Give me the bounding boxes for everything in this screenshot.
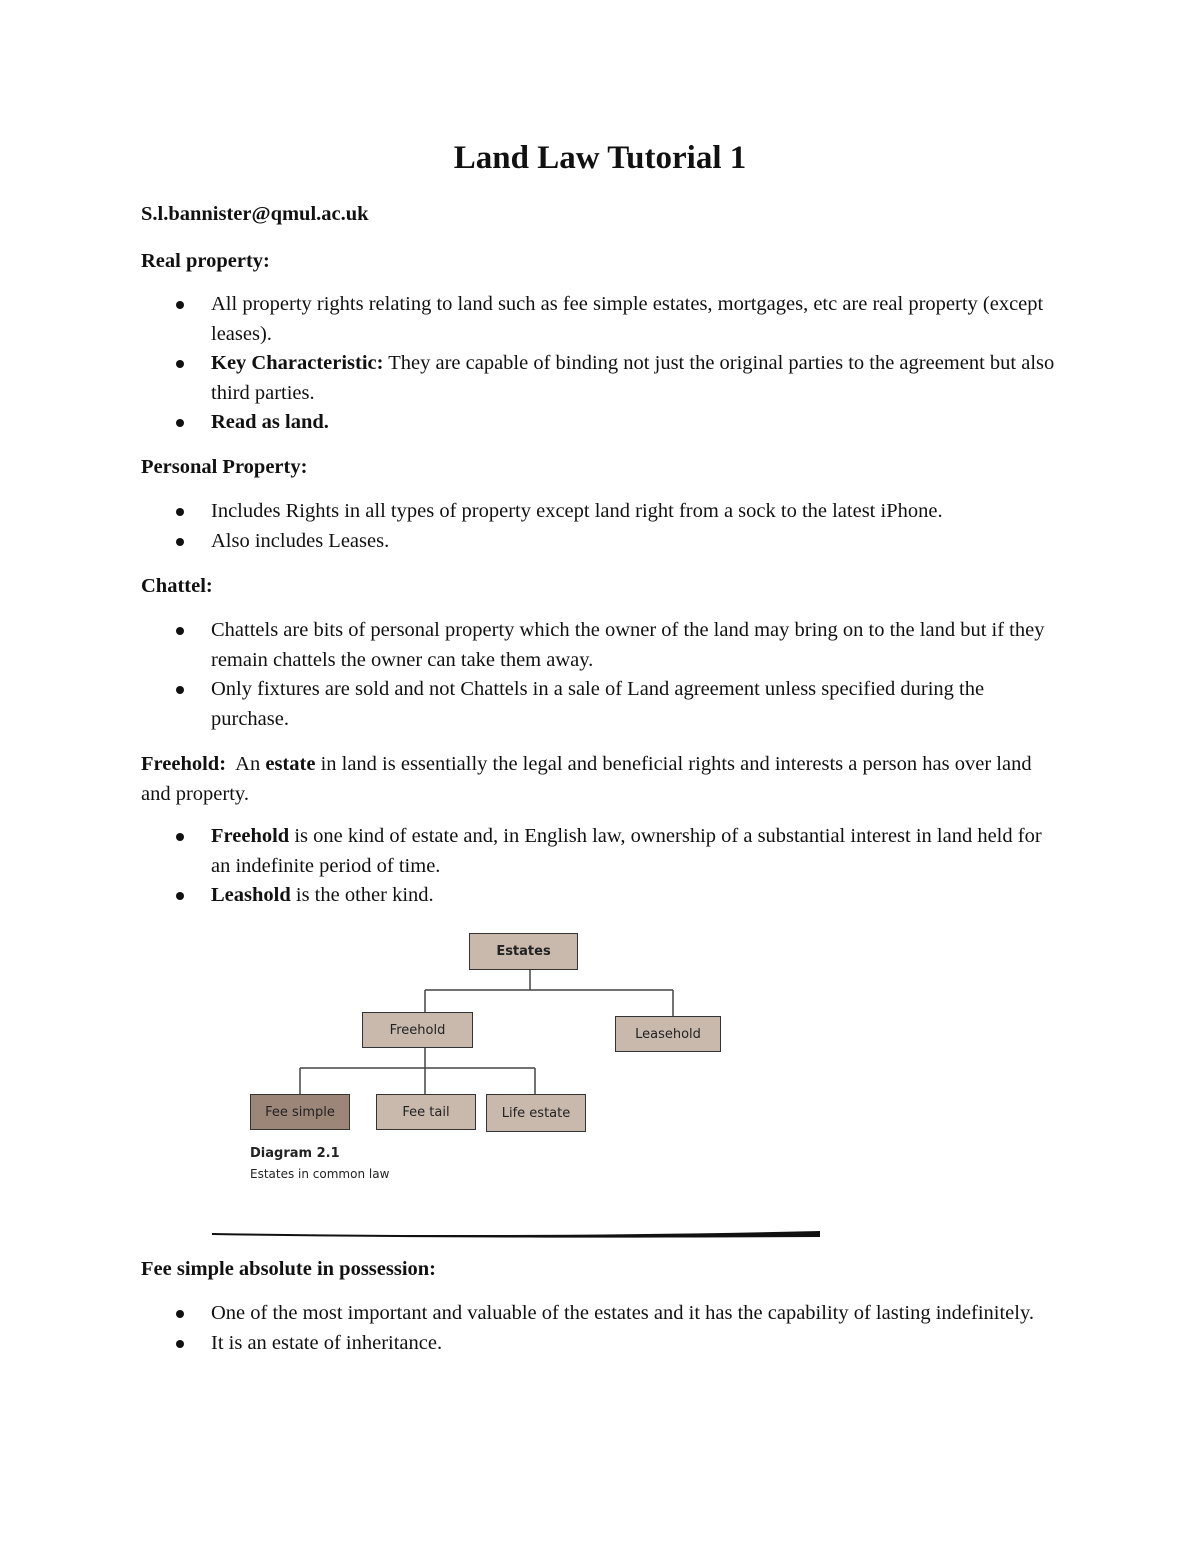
personal-property-heading: Personal Property:: [141, 456, 308, 478]
freehold-list: [176, 822, 1056, 911]
list-item-lead: Freehold: [211, 825, 290, 847]
list-item: [176, 290, 1056, 349]
real-property-list: [176, 290, 1056, 438]
list-item-text: They are capable of binding not just the original parties to the agreement but also third parties.: [211, 352, 1055, 404]
bullet-icon: [176, 360, 184, 368]
bullet-icon: [176, 301, 184, 309]
list-item: [176, 408, 1056, 438]
page-title: Land Law Tutorial 1: [453, 140, 747, 176]
diagram-caption-subtitle: Estates in common law: [250, 1167, 390, 1181]
list-item-text: All property rights relating to land such as fee simple estates, mortgages, etc are real property (except leases).: [211, 293, 1044, 345]
list-item-text: Only fixtures are sold and not Chattels in a sale of Land agreement unless specified during the purchase.: [211, 678, 985, 730]
list-item: [176, 675, 1056, 734]
freehold-intro-bold: estate: [265, 753, 316, 775]
real-property-heading: Real property:: [141, 250, 270, 272]
list-item-text: is one kind of estate and, in English law, ownership of a substantial interest in land held for an indefinite period of time.: [211, 825, 1042, 877]
diagram-caption-title: Diagram 2.1: [250, 1146, 340, 1161]
diagram-node-fee-tail: Fee tail: [376, 1094, 476, 1130]
list-item: [176, 497, 1056, 527]
list-item-text: One of the most important and valuable of the estates and it has the capability of lasting indefinitely.: [211, 1302, 1035, 1324]
bullet-icon: [176, 1310, 184, 1318]
diagram-node-estates: Estates: [469, 933, 578, 970]
freehold-paragraph: [141, 749, 1061, 809]
diagram-node-leasehold: Leasehold: [615, 1016, 721, 1052]
personal-property-list: [176, 497, 1056, 556]
bullet-icon: [176, 627, 184, 635]
list-item: [176, 1299, 1056, 1329]
diagram-node-fee-simple: Fee simple: [250, 1094, 350, 1130]
bullet-icon: [176, 538, 184, 546]
list-item: [176, 349, 1056, 408]
list-item-text: is the other kind.: [290, 884, 434, 906]
bullet-icon: [176, 419, 184, 427]
list-item-text: It is an estate of inheritance.: [211, 1331, 443, 1354]
bullet-icon: [176, 833, 184, 841]
freehold-intro-b: in land is essentially the legal and beneficial rights and interests a person has over land and property.: [141, 753, 1032, 805]
bullet-icon: [176, 1340, 184, 1348]
bullet-icon: [176, 686, 184, 694]
diagram-node-freehold: Freehold: [362, 1012, 473, 1048]
list-item-lead: Leashold: [211, 884, 291, 906]
list-item: [176, 616, 1056, 675]
list-item-lead: Key Characteristic:: [211, 352, 384, 374]
list-item-text: Includes Rights in all types of property except land right from a sock to the latest iPhone.: [211, 500, 943, 522]
chattel-list: [176, 616, 1056, 734]
email-address: S.l.bannister@qmul.ac.uk: [141, 203, 369, 225]
freehold-heading: Freehold:: [141, 753, 227, 775]
fee-simple-heading: Fee simple absolute in possession:: [141, 1258, 436, 1280]
list-item-text: Chattels are bits of personal property which the owner of the land may bring on to the land but if they remain chattels the owner can take them away.: [211, 619, 1045, 671]
list-item: [176, 527, 1056, 557]
diagram-node-life-estate: Life estate: [486, 1094, 586, 1132]
list-item: [176, 1329, 1056, 1359]
list-item-text: Also includes Leases.: [211, 529, 390, 552]
list-item-lead: Read as land.: [211, 411, 329, 433]
fee-simple-list: [176, 1299, 1056, 1358]
list-item: [176, 822, 1056, 881]
freehold-intro-a: An: [226, 753, 266, 775]
scan-edge-line: [212, 1231, 820, 1238]
bullet-icon: [176, 508, 184, 516]
chattel-heading: Chattel:: [141, 575, 213, 597]
list-item: [176, 881, 1056, 911]
bullet-icon: [176, 892, 184, 900]
